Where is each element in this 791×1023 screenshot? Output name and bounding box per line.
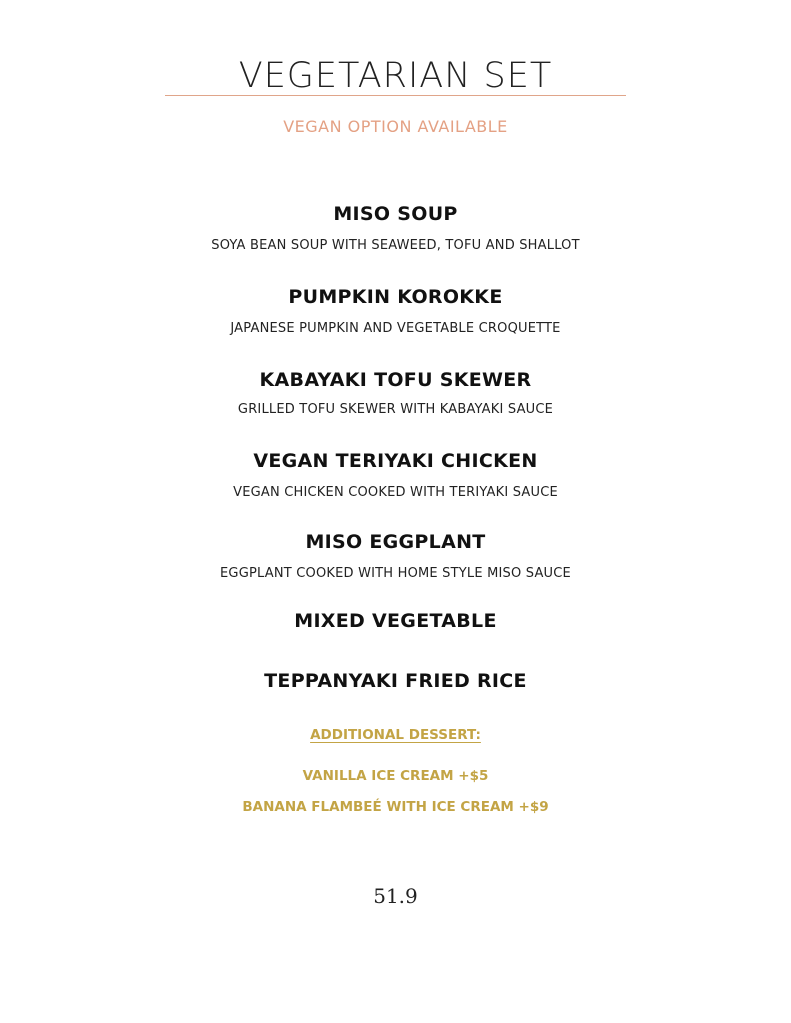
dish-name-vegan-teriyaki-chicken: VEGAN TERIYAKI CHICKEN (253, 450, 538, 472)
title-divider (165, 95, 626, 96)
additional-dessert-heading: ADDITIONAL DESSERT: (310, 727, 481, 743)
dish-description-miso-eggplant: EGGPLANT COOKED WITH HOME STYLE MISO SAUCE (220, 566, 571, 581)
dish-name-mixed-vegetable: MIXED VEGETABLE (294, 610, 497, 632)
dessert-item-vanilla-ice-cream: VANILLA ICE CREAM +$5 (302, 768, 489, 784)
dish-name-kabayaki-tofu-skewer: KABAYAKI TOFU SKEWER (259, 369, 532, 391)
dish-description-vegan-teriyaki-chicken: VEGAN CHICKEN COOKED WITH TERIYAKI SAUCE (233, 485, 558, 500)
dessert-item-banana-flambee: BANANA FLAMBEÉ WITH ICE CREAM +$9 (242, 799, 549, 815)
dish-name-teppanyaki-fried-rice: TEPPANYAKI FRIED RICE (264, 670, 527, 692)
dish-name-pumpkin-korokke: PUMPKIN KOROKKE (288, 286, 503, 308)
dish-description-miso-soup: SOYA BEAN SOUP WITH SEAWEED, TOFU AND SHALLOT (211, 238, 580, 253)
dish-description-pumpkin-korokke: JAPANESE PUMPKIN AND VEGETABLE CROQUETTE (230, 321, 561, 336)
page-title: VEGETARIAN SET (238, 56, 553, 96)
dish-name-miso-eggplant: MISO EGGPLANT (305, 531, 486, 553)
dish-name-miso-soup: MISO SOUP (333, 203, 458, 225)
vegan-option-note: VEGAN OPTION AVAILABLE (283, 117, 508, 136)
set-price: 51.9 (373, 884, 418, 908)
dish-description-kabayaki-tofu-skewer: GRILLED TOFU SKEWER WITH KABAYAKI SAUCE (237, 402, 554, 417)
